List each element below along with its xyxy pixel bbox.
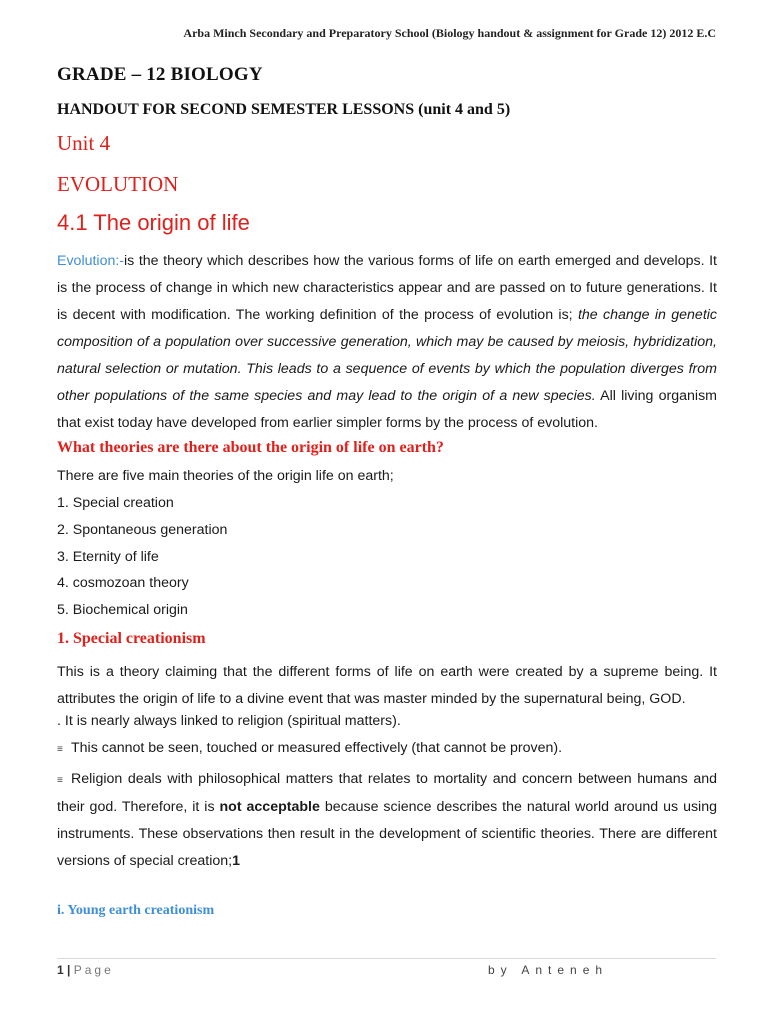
page-separator: | bbox=[67, 963, 71, 977]
special-point-3-text-2: because science describes the natural world around us using instruments. These observations then result in the development of scientific theories. There are different versions of special creation; bbox=[57, 799, 717, 869]
bullet-icon: ≡ bbox=[57, 775, 63, 786]
evolution-paragraph bbox=[57, 248, 717, 437]
theories-intro: There are five main theories of the origin life on earth; bbox=[57, 468, 394, 484]
reference-marker: 1 bbox=[232, 853, 240, 869]
evolution-text-2: All living organism that exist today have developed from earlier simpler forms by the process of evolution. bbox=[57, 388, 717, 431]
not-acceptable-text: not acceptable bbox=[219, 799, 320, 815]
evolution-term: Evolution:- bbox=[57, 253, 125, 269]
section-title: 4.1 The origin of life bbox=[57, 210, 250, 235]
unit-title: Unit 4 bbox=[57, 131, 111, 155]
special-point-3-text-1: Religion deals with philosophical matters that relates to mortality and concern between humans and their god. Therefore, it is bbox=[57, 771, 717, 815]
question-heading: What theories are there about the origin of life on earth? bbox=[57, 439, 444, 456]
theory-item: 1. Special creation bbox=[57, 495, 174, 511]
grade-title: GRADE – 12 BIOLOGY bbox=[57, 64, 263, 85]
theory-item: 4. cosmozoan theory bbox=[57, 575, 189, 591]
theory-item: 3. Eternity of life bbox=[57, 549, 159, 565]
special-creation-heading: 1. Special creationism bbox=[57, 630, 206, 647]
evolution-definition: the change in genetic composition of a population over successive generation, which may be caused by meiosis, hybridization, natural selection or mutation. This leads to a sequence of events by which the population diverges from other populations of the same species and may lead to the origin of a new species. bbox=[57, 307, 718, 404]
young-earth-heading: i. Young earth creationism bbox=[57, 903, 215, 918]
page-number: 1 bbox=[57, 963, 64, 977]
special-point-2 bbox=[57, 740, 562, 756]
footer-page bbox=[57, 963, 114, 977]
special-point-2-text: This cannot be seen, touched or measured effectively (that cannot be proven). bbox=[71, 740, 563, 756]
running-header: Arba Minch Secondary and Preparatory School (Biology handout & assignment for Grade 12) 2012 E.C bbox=[183, 26, 716, 40]
handout-title: HANDOUT FOR SECOND SEMESTER LESSONS (unit 4 and 5) bbox=[57, 101, 511, 118]
theory-item: 2. Spontaneous generation bbox=[57, 522, 228, 538]
special-creation-paragraph: This is a theory claiming that the different forms of life on earth were created by a supreme being. It attributes the origin of life to a divine event that was master minded by the supernatural being, GOD. bbox=[57, 664, 717, 707]
footer-author: by Anteneh bbox=[488, 963, 609, 977]
special-point-1: . It is nearly always linked to religion (spiritual matters). bbox=[57, 713, 401, 729]
theory-item: 5. Biochemical origin bbox=[57, 602, 188, 618]
page-word: Page bbox=[73, 963, 114, 977]
evolution-title: EVOLUTION bbox=[57, 172, 179, 196]
special-point-3 bbox=[57, 766, 717, 875]
bullet-icon: ≡ bbox=[57, 744, 63, 755]
footer-divider bbox=[57, 958, 716, 959]
evolution-text-1: is the theory which describes how the various forms of life on earth emerged and develops. It is the process of change in which new characteristics appear and are passed on to future generations. It is decent with modification. The working definition of the process of evolution is; bbox=[57, 253, 717, 323]
